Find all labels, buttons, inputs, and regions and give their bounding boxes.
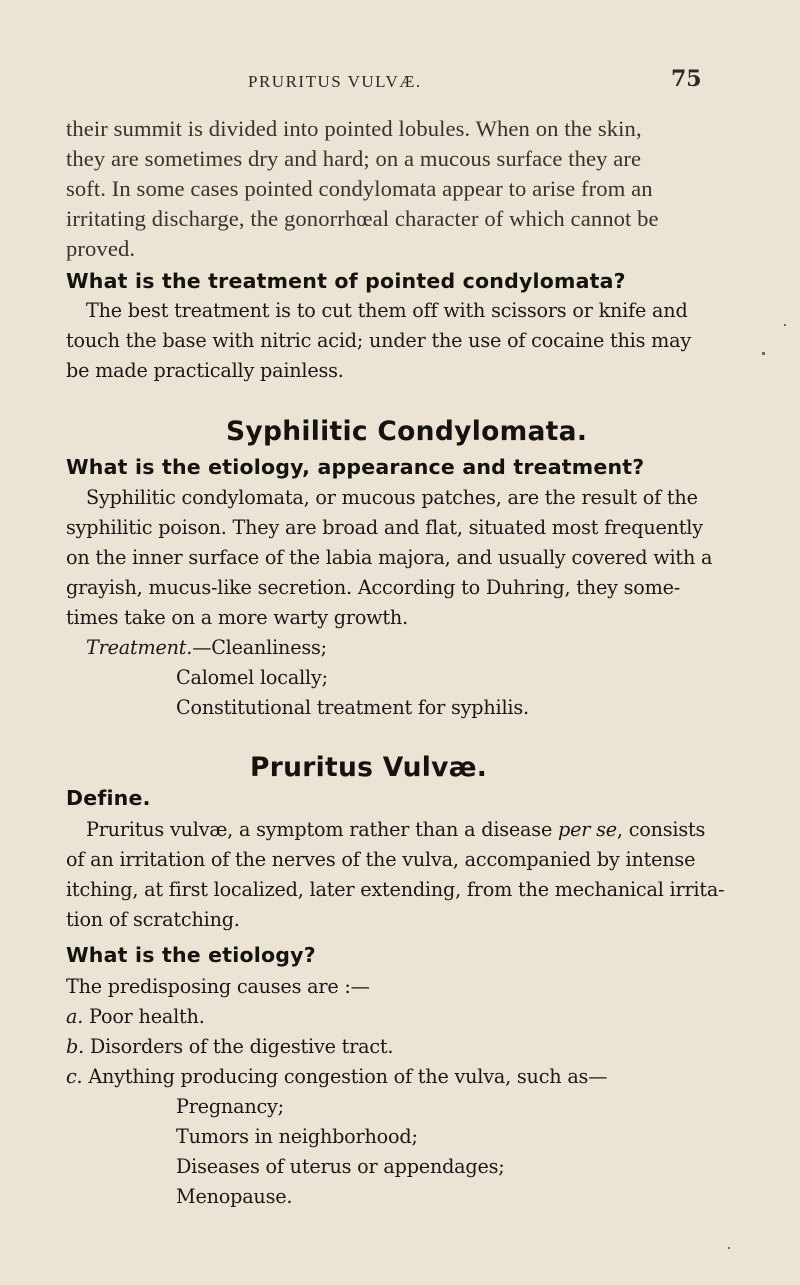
paragraph-line: irritating discharge, the gonorrhœal character of which cannot be	[66, 206, 659, 231]
question-syphilitic-condylomata: What is the etiology, appearance and treatment?	[66, 455, 645, 479]
cause-text: Disorders of the digestive tract.	[89, 1035, 394, 1058]
print-speck	[728, 1247, 730, 1249]
definition-text: , consists	[616, 818, 706, 841]
answer-line: touch the base with nitric acid; under the use of cocaine this may	[66, 329, 692, 352]
cause-item	[66, 1065, 607, 1088]
definition-line: of an irritation of the nerves of the vulva, accompanied by intense	[66, 848, 696, 871]
answer-line: Syphilitic condylomata, or mucous patches, are the result of the	[86, 486, 698, 509]
answer-line: on the inner surface of the labia majora, and usually covered with a	[66, 546, 713, 569]
section-heading-syphilitic-condylomata: Syphilitic Condylomata.	[226, 416, 588, 447]
answer-line: The best treatment is to cut them off with scissors or knife and	[86, 299, 688, 322]
answer-line: be made practically painless.	[66, 359, 344, 382]
answer-line: syphilitic poison. They are broad and flat, situated most frequently	[66, 516, 703, 539]
cause-text: Poor health.	[89, 1005, 205, 1028]
paragraph-line: their summit is divided into pointed lobules. When on the skin,	[66, 116, 642, 141]
print-speck	[784, 324, 786, 326]
definition-line: itching, at first localized, later extending, from the mechanical irrita-	[66, 878, 725, 901]
question-etiology: What is the etiology?	[66, 943, 316, 967]
cause-letter: b.	[66, 1035, 84, 1058]
answer-line: grayish, mucus-like secretion. According to Duhring, they some-	[66, 576, 681, 599]
treatment-item: Calomel locally;	[176, 666, 328, 689]
cause-letter: c.	[66, 1065, 83, 1088]
page-number: 75	[671, 66, 702, 92]
cause-item	[66, 1035, 393, 1058]
definition-line	[86, 818, 705, 841]
subcause-item: Pregnancy;	[176, 1095, 284, 1118]
definition-italic: per se	[558, 818, 617, 841]
paragraph-line: they are sometimes dry and hard; on a mucous surface they are	[66, 146, 642, 171]
print-speck	[762, 352, 765, 355]
subcause-item: Tumors in neighborhood;	[176, 1125, 418, 1148]
paragraph-line: soft. In some cases pointed condylomata appear to arise from an	[66, 176, 653, 201]
cause-letter: a.	[66, 1005, 84, 1028]
causes-intro: The predisposing causes are :—	[66, 975, 370, 998]
answer-line: times take on a more warty growth.	[66, 606, 408, 629]
define-label: Define.	[66, 786, 151, 810]
running-header	[0, 66, 800, 96]
definition-line: tion of scratching.	[66, 908, 240, 931]
subcause-item: Menopause.	[176, 1185, 293, 1208]
section-heading-pruritus-vulvae: Pruritus Vulvæ.	[250, 752, 488, 783]
treatment-item: —Cleanliness;	[192, 636, 327, 659]
cause-text: Anything producing congestion of the vulva, such as—	[88, 1065, 608, 1088]
definition-text: Pruritus vulvæ, a symptom rather than a disease	[86, 818, 558, 841]
treatment-item: Constitutional treatment for syphilis.	[176, 696, 529, 719]
paragraph-line: proved.	[66, 236, 136, 261]
running-title: PRURITUS VULVÆ.	[248, 72, 422, 91]
treatment-line	[86, 636, 327, 659]
subcause-item: Diseases of uterus or appendages;	[176, 1155, 505, 1178]
question-pointed-condylomata: What is the treatment of pointed condylomata?	[66, 269, 626, 293]
cause-item	[66, 1005, 205, 1028]
treatment-label: Treatment.	[86, 636, 193, 659]
